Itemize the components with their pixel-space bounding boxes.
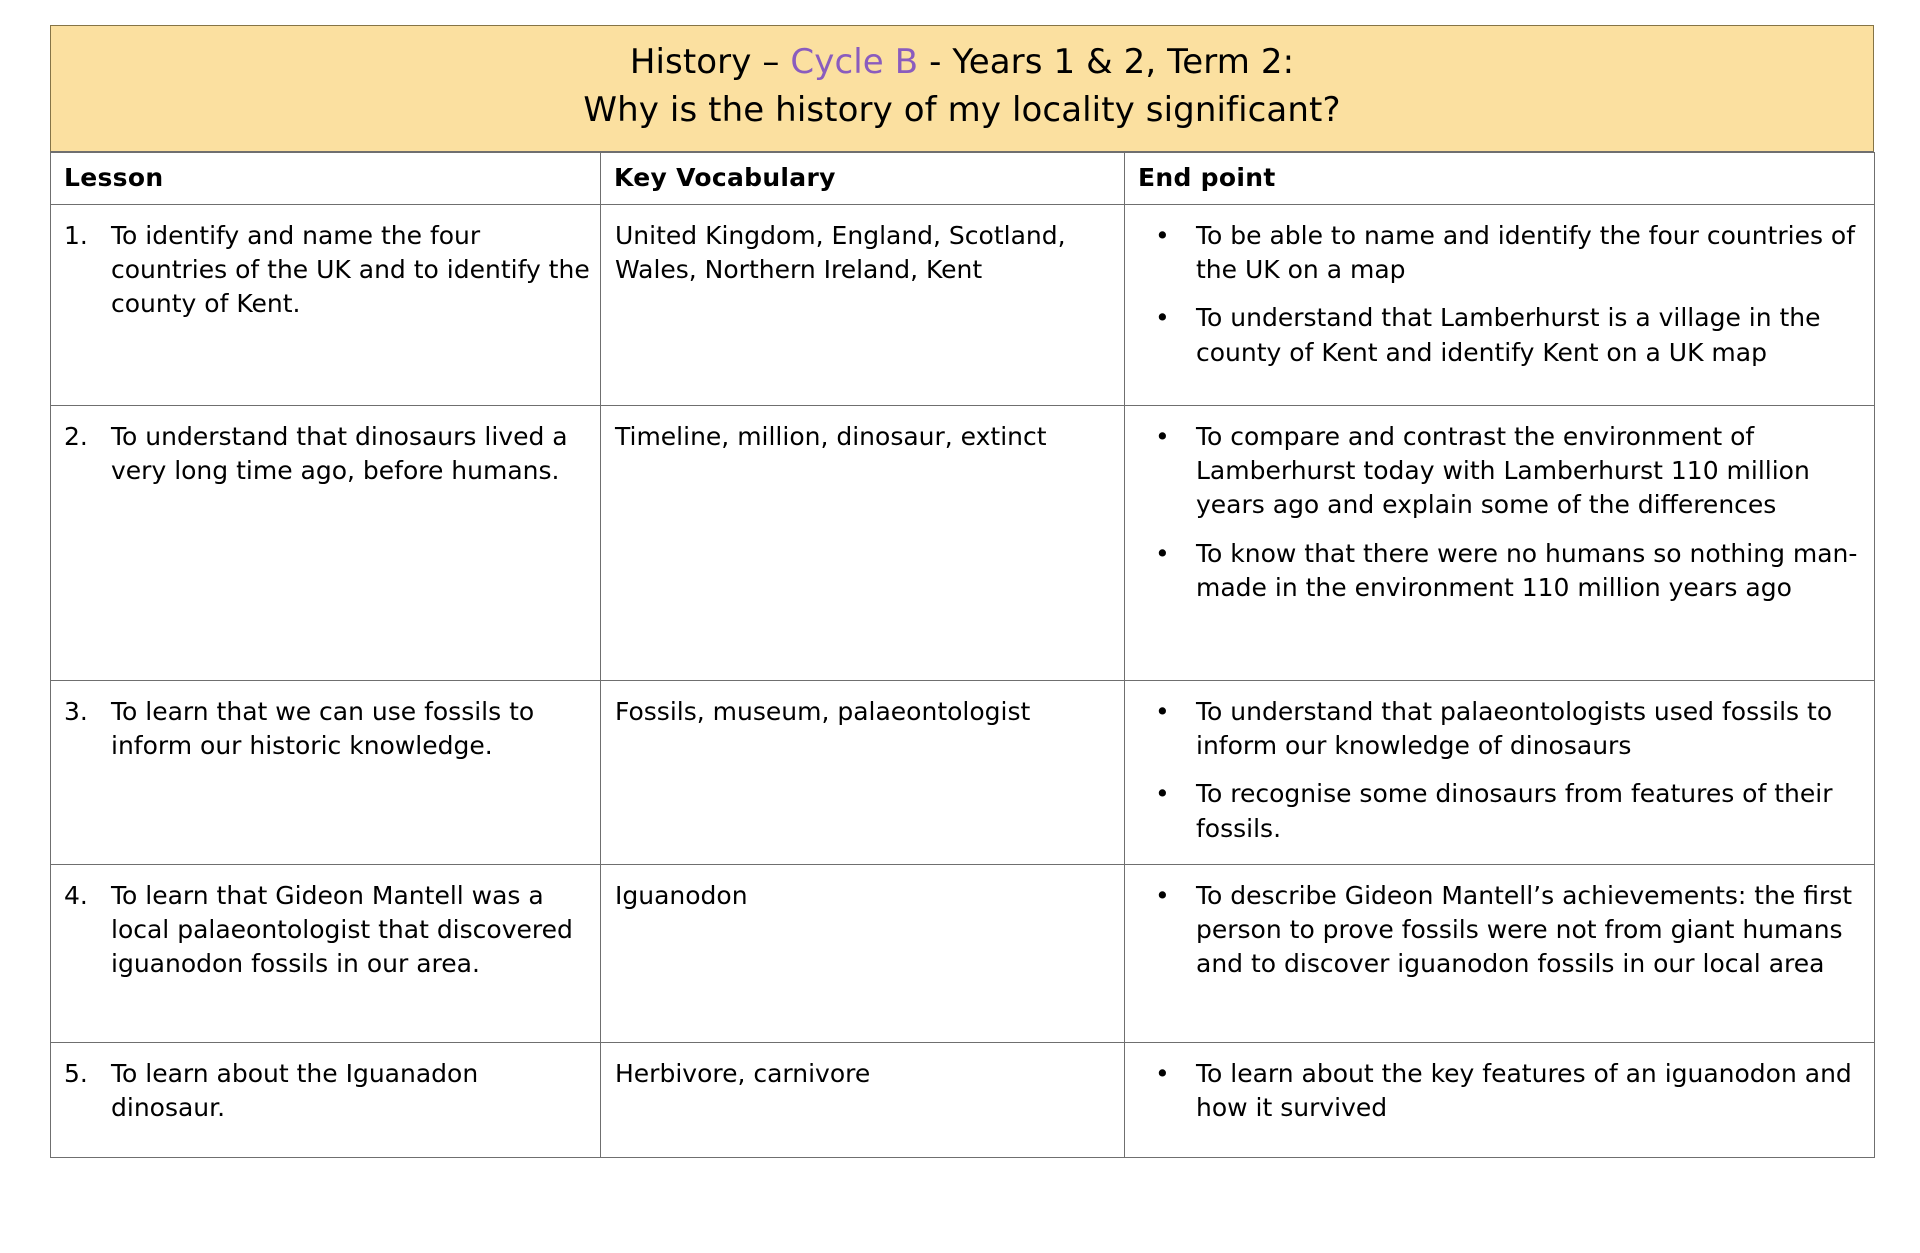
curriculum-table [50, 152, 1875, 1158]
table-row [51, 864, 1875, 1042]
vocabulary-terms: Fossils, museum, palaeontologist [615, 696, 1031, 726]
vocabulary-terms: Iguanodon [615, 880, 748, 910]
vocabulary-cell [601, 864, 1125, 1042]
lesson-objective: To understand that dinosaurs lived a very long time ago, before humans. [111, 421, 568, 486]
table-header-row [51, 152, 1875, 204]
column-header-lesson [51, 152, 601, 204]
lesson-objective: To identify and name the four countries of the UK and to identify the county of Kent. [111, 220, 590, 319]
end-point-text: To be able to name and identify the four countries of the UK on a map [1196, 220, 1856, 285]
end-point-item [1139, 420, 1862, 523]
title-subject: History – [629, 42, 791, 82]
lesson-number: 3. [64, 696, 88, 726]
end-point-cell [1125, 204, 1875, 405]
end-point-list [1139, 1057, 1862, 1126]
title-years-term: - Years 1 & 2, Term 2: [918, 42, 1295, 82]
end-point-item [1139, 879, 1862, 982]
end-point-list [1139, 879, 1862, 982]
end-point-item [1139, 695, 1862, 764]
column-header-end-point-label: End point [1138, 162, 1276, 192]
end-point-cell [1125, 864, 1875, 1042]
table-row [51, 1042, 1875, 1157]
lesson-objective: To learn about the Iguanadon dinosaur. [111, 1058, 479, 1123]
bullet-icon: • [1155, 880, 1170, 910]
end-point-text: To understand that Lamberhurst is a village in the county of Kent and identify Kent on a UK map [1196, 303, 1821, 367]
end-point-cell [1125, 680, 1875, 864]
lesson-number: 2. [64, 421, 88, 451]
vocabulary-cell [601, 405, 1125, 680]
vocabulary-terms: United Kingdom, England, Scotland, Wales, Northern Ireland, Kent [615, 220, 1066, 285]
column-header-vocabulary [601, 152, 1125, 204]
vocabulary-terms: Timeline, million, dinosaur, extinct [615, 421, 1047, 451]
bullet-icon: • [1155, 303, 1170, 333]
end-point-item [1139, 301, 1862, 370]
vocabulary-cell [601, 1042, 1125, 1157]
vocabulary-terms: Herbivore, carnivore [615, 1058, 871, 1088]
vocabulary-cell [601, 680, 1125, 864]
lesson-cell [51, 1042, 601, 1157]
end-point-text: To understand that palaeontologists used fossils to inform our knowledge of dinosaurs [1196, 696, 1833, 761]
end-point-item [1139, 219, 1862, 288]
bullet-icon: • [1155, 421, 1170, 451]
lesson-cell [51, 204, 601, 405]
end-point-item [1139, 537, 1862, 606]
end-point-text: To describe Gideon Mantell’s achievements: the first person to prove fossils were not from giant humans and to discover iguanodon fossils in our local area [1196, 880, 1853, 979]
lesson-number: 5. [64, 1058, 88, 1088]
column-header-vocabulary-label: Key Vocabulary [614, 162, 836, 192]
column-header-lesson-label: Lesson [64, 162, 164, 192]
bullet-icon: • [1155, 1058, 1170, 1088]
curriculum-overview-document [50, 25, 1874, 1158]
end-point-text: To compare and contrast the environment of Lamberhurst today with Lamberhurst 110 million years ago and explain some of the differences [1196, 421, 1810, 520]
lesson-cell [51, 405, 601, 680]
lesson-number: 1. [64, 220, 88, 250]
lesson-objective: To learn that we can use fossils to inform our historic knowledge. [111, 696, 535, 761]
end-point-cell [1125, 405, 1875, 680]
title-cycle: Cycle B [790, 42, 919, 82]
end-point-item [1139, 777, 1862, 846]
end-point-cell [1125, 1042, 1875, 1157]
bullet-icon: • [1155, 220, 1170, 250]
end-point-item [1139, 1057, 1862, 1126]
end-point-text: To recognise some dinosaurs from features of their fossils. [1196, 779, 1833, 843]
table-row [51, 204, 1875, 405]
end-point-list [1139, 420, 1862, 605]
end-point-list [1139, 219, 1862, 370]
lesson-number: 4. [64, 880, 88, 910]
bullet-icon: • [1155, 538, 1170, 568]
vocabulary-cell [601, 204, 1125, 405]
lesson-cell [51, 680, 601, 864]
lesson-objective: To learn that Gideon Mantell was a local palaeontologist that discovered iguanodon fossils in our area. [111, 880, 573, 979]
end-point-text: To learn about the key features of an iguanodon and how it survived [1196, 1058, 1852, 1123]
title-line-1 [71, 38, 1853, 86]
title-banner [50, 25, 1874, 152]
title-line-2: Why is the history of my locality significant? [583, 90, 1341, 131]
table-row [51, 680, 1875, 864]
end-point-text: To know that there were no humans so nothing man-made in the environment 110 million years ago [1196, 538, 1858, 602]
table-row [51, 405, 1875, 680]
column-header-end-point [1125, 152, 1875, 204]
bullet-icon: • [1155, 779, 1170, 809]
lesson-cell [51, 864, 601, 1042]
end-point-list [1139, 695, 1862, 846]
bullet-icon: • [1155, 696, 1170, 726]
